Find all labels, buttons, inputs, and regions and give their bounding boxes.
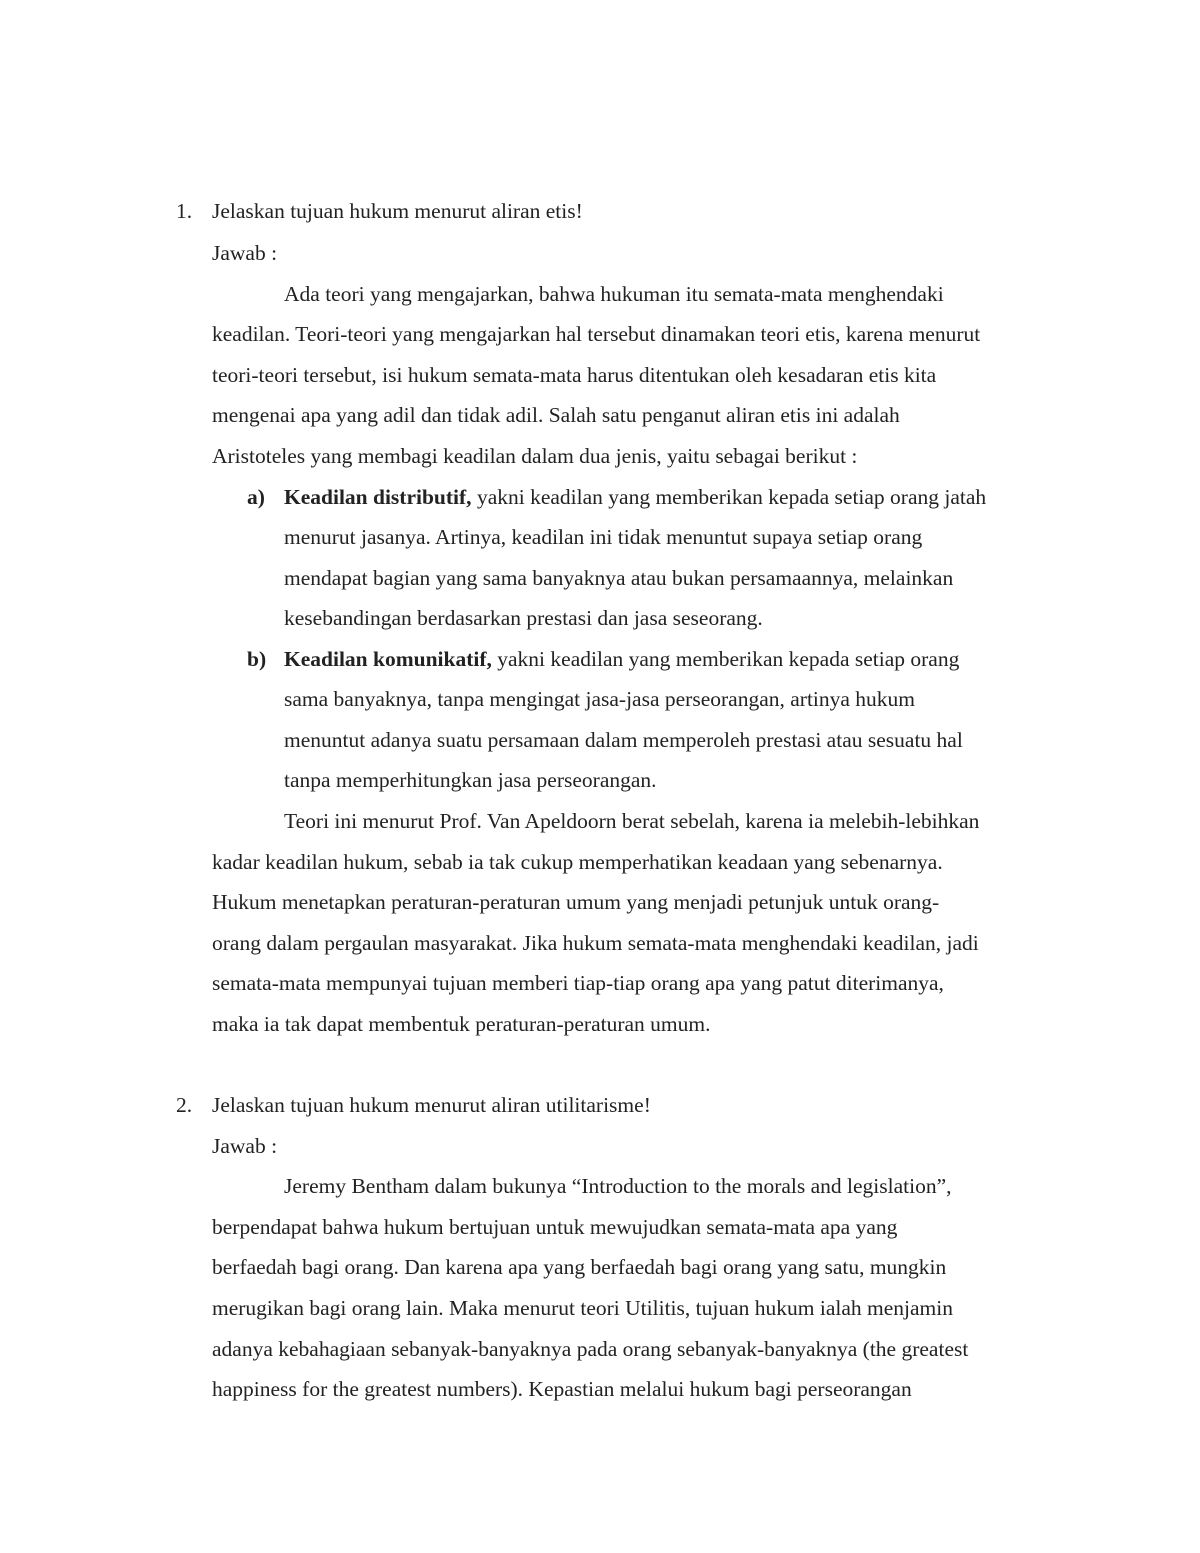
question-1-text: Jelaskan tujuan hukum menurut aliran etis! <box>212 199 583 223</box>
answer-1-closing-line: orang dalam pergaulan masyarakat. Jika hukum semata-mata menghendaki keadilan, jadi <box>212 931 979 955</box>
list-item-a-line: kesebandingan berdasarkan prestasi dan jasa seseorang. <box>284 606 763 630</box>
question-2-jawab-label: Jawab : <box>212 1134 278 1158</box>
question-2-number: 2. <box>176 1093 193 1117</box>
answer-2-paragraph-line: merugikan bagi orang lain. Maka menurut teori Utilitis, tujuan hukum ialah menjamin <box>212 1296 953 1320</box>
question-1-jawab-label: Jawab : <box>212 241 278 265</box>
answer-1-paragraph-line: Aristoteles yang membagi keadilan dalam dua jenis, yaitu sebagai berikut : <box>212 444 858 468</box>
answer-1-closing-line: semata-mata mempunyai tujuan memberi tiap-tiap orang apa yang patut diterimanya, <box>212 971 944 995</box>
answer-1-paragraph-line: teori-teori tersebut, isi hukum semata-mata harus ditentukan oleh kesadaran etis kita <box>212 363 937 387</box>
list-item-a-line: menurut jasanya. Artinya, keadilan ini tidak menuntut supaya setiap orang <box>284 525 923 549</box>
list-item-b-first-rest: yakni keadilan yang memberikan kepada setiap orang <box>491 647 960 671</box>
list-item-a-label: a) <box>247 485 265 509</box>
answer-1-closing-line: Hukum menetapkan peraturan-peraturan umum yang menjadi petunjuk untuk orang- <box>212 890 940 914</box>
answer-1-closing-line: kadar keadilan hukum, sebab ia tak cukup memperhatikan keadaan yang sebenarnya. <box>212 850 943 874</box>
answer-1-closing-line: maka ia tak dapat membentuk peraturan-peraturan umum. <box>212 1012 711 1036</box>
answer-2-paragraph-line: adanya kebahagiaan sebanyak-banyaknya pada orang sebanyak-banyaknya (the greatest <box>212 1337 969 1361</box>
list-item-b-line: menuntut adanya suatu persamaan dalam memperoleh prestasi atau sesuatu hal <box>284 728 963 752</box>
answer-2-paragraph-line: happiness for the greatest numbers). Kepastian melalui hukum bagi perseorangan <box>212 1377 912 1401</box>
question-2-text: Jelaskan tujuan hukum menurut aliran utilitarisme! <box>212 1093 651 1117</box>
answer-2-paragraph-line: Jeremy Bentham dalam bukunya “Introduction to the morals and legislation”, <box>284 1174 952 1198</box>
list-item-b-line: sama banyaknya, tanpa mengingat jasa-jasa perseorangan, artinya hukum <box>284 687 916 711</box>
list-item-a-first-line <box>284 482 986 512</box>
list-item-b-first-line <box>284 644 959 674</box>
answer-1-paragraph-line: Ada teori yang mengajarkan, bahwa hukuman itu semata-mata menghendaki <box>284 282 944 306</box>
answer-2-paragraph-line: berfaedah bagi orang. Dan karena apa yang berfaedah bagi orang yang satu, mungkin <box>212 1255 947 1279</box>
list-item-b-label: b) <box>247 647 267 671</box>
list-item-a-first-rest: yakni keadilan yang memberikan kepada setiap orang jatah <box>471 485 987 509</box>
list-item-a-term: Keadilan distributif, <box>284 485 472 509</box>
list-item-b-line: tanpa memperhitungkan jasa perseorangan. <box>284 768 657 792</box>
list-item-b-term: Keadilan komunikatif, <box>284 647 492 671</box>
answer-1-paragraph-line: mengenai apa yang adil dan tidak adil. Salah satu penganut aliran etis ini adalah <box>212 403 900 427</box>
answer-1-closing-line: Teori ini menurut Prof. Van Apeldoorn berat sebelah, karena ia melebih-lebihkan <box>284 809 980 833</box>
list-item-a-line: mendapat bagian yang sama banyaknya atau bukan persamaannya, melainkan <box>284 566 954 590</box>
question-1-number: 1. <box>176 199 193 223</box>
answer-2-paragraph-line: berpendapat bahwa hukum bertujuan untuk mewujudkan semata-mata apa yang <box>212 1215 898 1239</box>
answer-1-paragraph-line: keadilan. Teori-teori yang mengajarkan hal tersebut dinamakan teori etis, karena menurut <box>212 322 981 346</box>
